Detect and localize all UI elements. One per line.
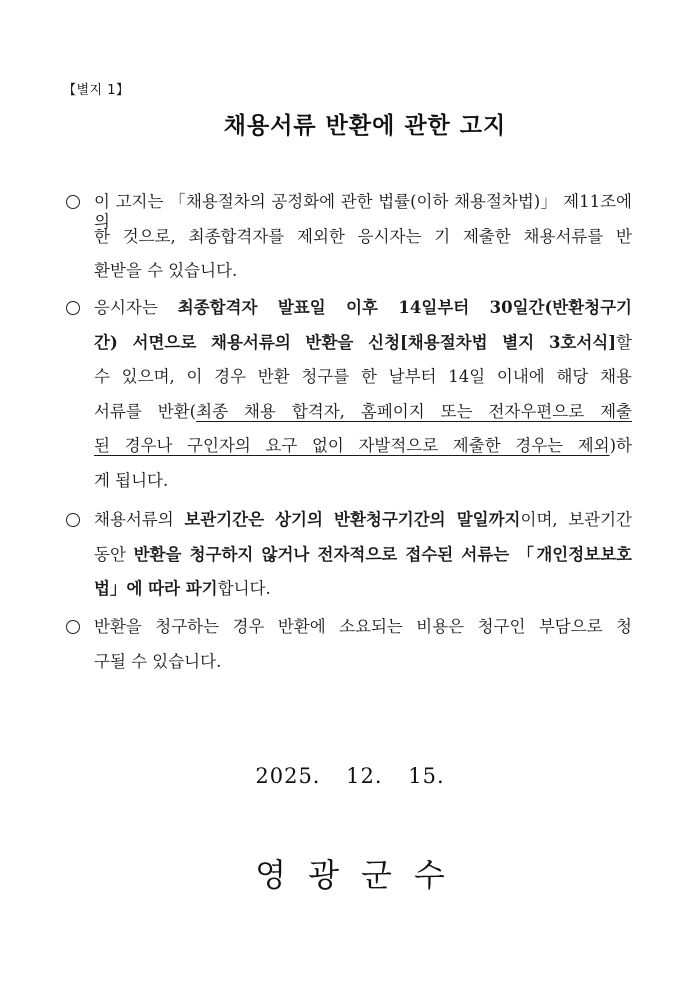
bold-text: 최종합격자 발표일 이후 14일부터 30일간(반환청구기 <box>177 298 632 317</box>
text: 구될 수 있습니다. <box>94 651 222 671</box>
text: 합니다. <box>217 579 271 599</box>
notice-line <box>94 402 632 424</box>
text: 응시자는 <box>94 298 178 317</box>
circle-bullet-icon <box>66 620 80 634</box>
document-title: 채용서류 반환에 관한 고지 <box>223 113 507 139</box>
notice-line <box>94 367 632 389</box>
notice-line <box>94 652 221 672</box>
notice-line <box>94 227 632 249</box>
text: 채용서류의 <box>94 510 185 529</box>
underlined-text: 된 경우나 구인자의 요구 없이 자발적으로 제출한 경우는 제외 <box>94 436 610 456</box>
underlined-text: 최종 채용 합격자, 홈페이지 또는 전자우편으로 제출 <box>196 401 632 421</box>
text: 이며, 보관기간 <box>520 510 632 529</box>
circle-bullet-icon <box>66 195 80 209</box>
notice-line <box>94 545 632 567</box>
text: 반환을 청구하는 경우 반환에 소요되는 비용은 청구인 부담으로 청 <box>94 617 632 636</box>
text: 동안 <box>94 544 134 564</box>
notice-line <box>94 510 632 532</box>
notice-line <box>94 579 271 599</box>
notice-line <box>94 333 632 355</box>
notice-line <box>94 471 168 491</box>
text: 환받을 수 있습니다. <box>94 261 238 281</box>
issuer-name: 영광군수 <box>255 856 467 894</box>
notice-line <box>94 298 632 320</box>
bold-text: 법」에 따라 파기 <box>94 579 218 599</box>
text: 서류를 반환( <box>94 401 197 421</box>
text: )하 <box>609 436 632 456</box>
issue-date: 2025. 12. 15. <box>255 764 445 788</box>
notice-line <box>94 192 632 231</box>
text: 수 있으며, 이 경우 반환 청구를 한 날부터 14일 이내에 해당 채용 <box>94 367 632 387</box>
text: 게 됩니다. <box>94 471 169 490</box>
annex-label: 【별지 1】 <box>63 83 130 98</box>
bold-text: 보관기간은 상기의 반환청구기간의 말일까지 <box>184 510 521 529</box>
text: 할 <box>616 332 632 352</box>
text: 한 것으로, 최종합격자를 제외한 응시자는 기 제출한 채용서류를 반 <box>94 226 632 246</box>
bold-text: 반환을 청구하지 않거나 전자적으로 접수된 서류는 「개인정보보호 <box>133 544 633 564</box>
notice-line <box>94 436 632 458</box>
text: 이 고지는 「채용절차의 공정화에 관한 법률(이하 채용절차법)」 제11조에 의 <box>94 192 632 231</box>
bold-text: 간) 서면으로 채용서류의 반환을 신청[채용절차법 별지 3호서식] <box>94 332 617 352</box>
notice-line <box>94 617 632 639</box>
notice-line <box>94 261 237 281</box>
circle-bullet-icon <box>66 513 80 527</box>
circle-bullet-icon <box>66 301 80 315</box>
